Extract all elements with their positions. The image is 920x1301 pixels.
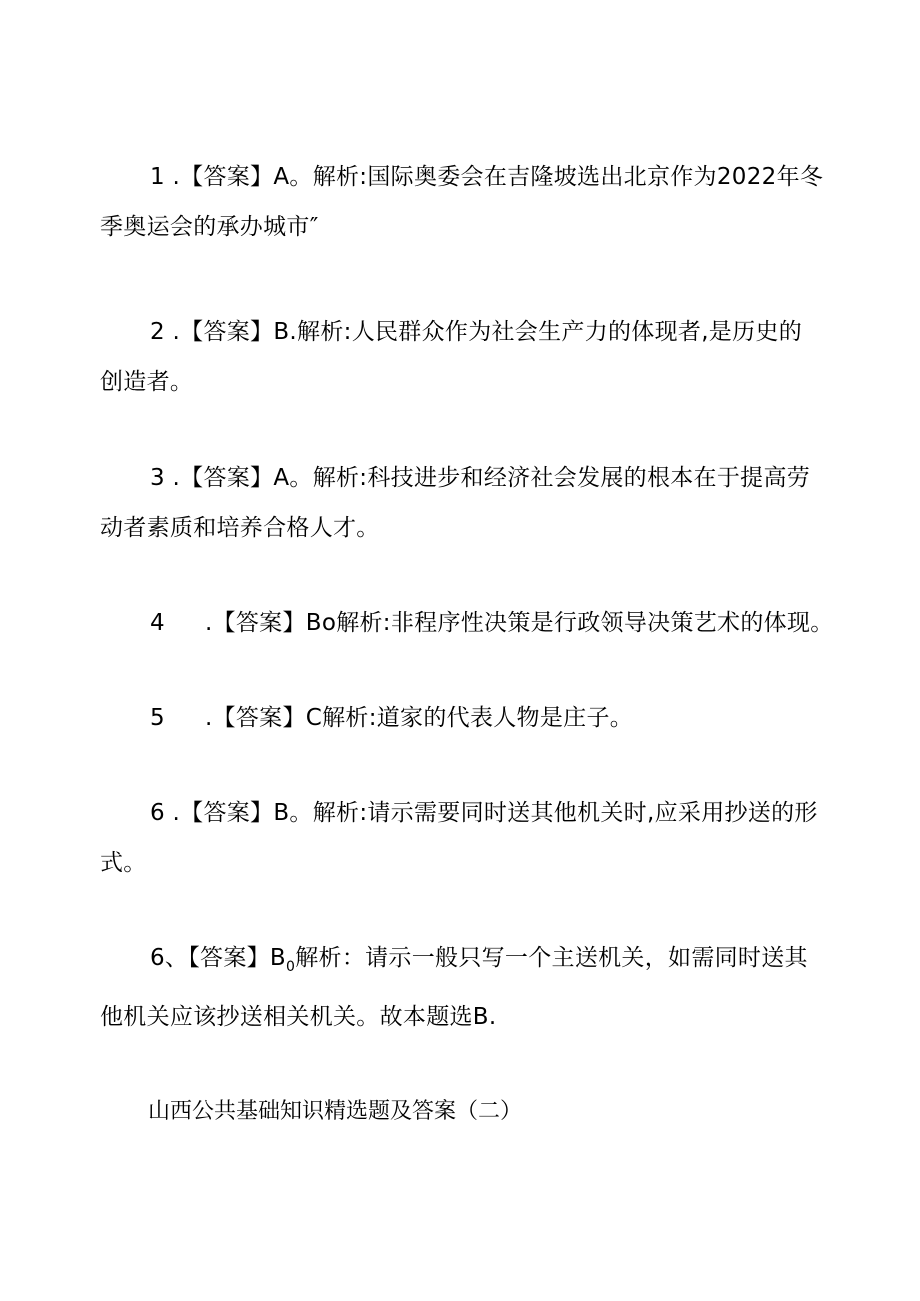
answer-item-6-line-1: 6 .【答案】B。解析:请示需要同时送其他机关时,应采用抄送的形 bbox=[150, 800, 818, 826]
answer-item-5-text: .【答案】C解析:道家的代表人物是庄子。 bbox=[204, 705, 634, 731]
answer-item-6-line-2: 式。 bbox=[100, 850, 147, 876]
section-title: 山西公共基础知识精选题及答案（二） bbox=[148, 1099, 523, 1124]
answer-item-6b bbox=[100, 933, 824, 1042]
answer-item-1-line-1: 1 .【答案】A。解析:国际奥委会在吉隆坡选出北京作为2022年冬 bbox=[150, 164, 824, 190]
answer-item-2-line-1: 2 .【答案】B.解析:人民群众作为社会生产力的体现者,是历史的 bbox=[150, 319, 803, 345]
answer-item-4-text: .【答案】Bo解析:非程序性决策是行政领导决策艺术的体现。 bbox=[204, 610, 834, 636]
answer-item-5 bbox=[100, 693, 824, 743]
answer-item-6b-line-2: 他机关应该抄送相关机关。故本题选B. bbox=[100, 1004, 497, 1030]
answer-item-3-line-1: 3 .【答案】A。解析:科技进步和经济社会发展的根本在于提高劳 bbox=[150, 465, 811, 491]
answer-item-6b-text: 解析：请示一般只写一个主送机关，如需同时送其 bbox=[295, 945, 808, 971]
answer-item-2 bbox=[100, 307, 824, 407]
answer-item-4 bbox=[100, 598, 834, 648]
answer-item-6b-subscript: 0 bbox=[286, 959, 296, 975]
answer-item-6 bbox=[100, 788, 824, 888]
answer-item-6b-prefix: 6、【答案】B bbox=[150, 945, 287, 971]
answer-item-1-line-2: 季奥运会的承办城市″ bbox=[100, 214, 319, 240]
answer-item-2-line-2: 创造者。 bbox=[100, 369, 194, 395]
answer-item-1 bbox=[100, 152, 824, 252]
answer-item-3 bbox=[100, 453, 824, 553]
answer-item-5-number: 5 bbox=[150, 705, 165, 731]
answer-item-3-line-2: 动者素质和培养合格人才。 bbox=[100, 515, 380, 541]
answer-item-4-number: 4 bbox=[150, 610, 165, 636]
